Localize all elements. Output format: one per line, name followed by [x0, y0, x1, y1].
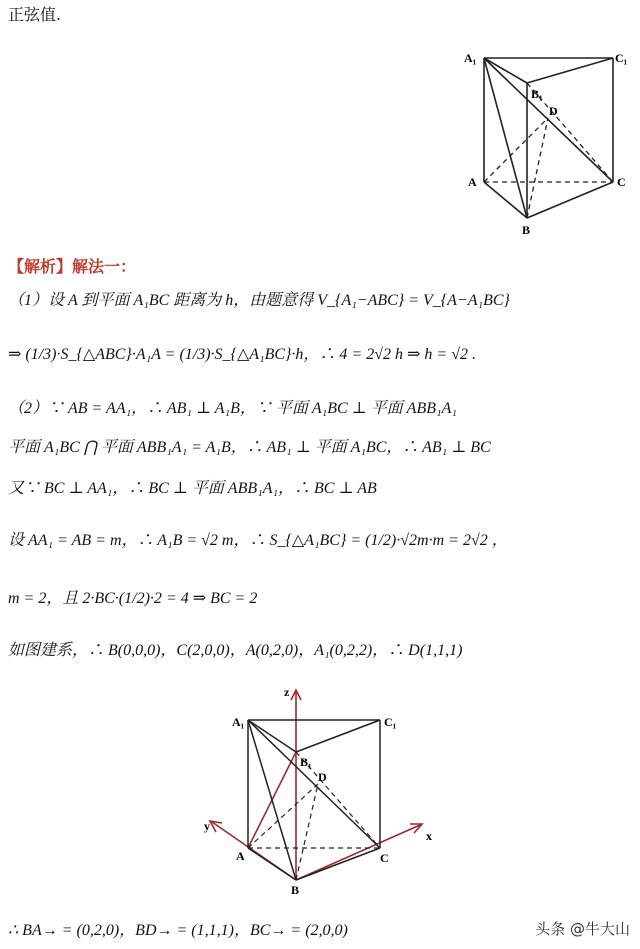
- prism-figure-2: [195, 680, 455, 895]
- solution-line-9: ∴ BA→ = (0,2,0)，BD→ = (1,1,1)，BC→ = (2,0,0): [8, 922, 348, 939]
- fig2-label-a: A: [236, 849, 245, 863]
- solution-line-7: m = 2，且 2·BC·(1/2)·2 = 4 ⇒ BC = 2: [8, 590, 258, 607]
- fig1-label-a: A: [468, 175, 477, 189]
- solution-line-1: （1）设 A 到平面 A₁BC 距离为 h，由题意得 V_{A₁−ABC} = V_{A−A₁BC}: [8, 292, 510, 309]
- solution-line-3: （2）∵ AB = AA₁，∴ AB₁ ⊥ A₁B，∵ 平面 A₁BC ⊥ 平面 ABB₁A₁: [8, 400, 457, 417]
- prism-figure-1: [455, 40, 640, 240]
- fig2-label-c: C: [380, 851, 389, 865]
- fig1-label-d: D: [549, 104, 558, 118]
- intro-text: 正弦值.: [8, 5, 62, 24]
- fig2-label-x: x: [426, 829, 432, 843]
- solution-line-5: 又∵ BC ⊥ AA₁，∴ BC ⊥ 平面 ABB₁A₁，∴ BC ⊥ AB: [8, 480, 377, 497]
- solution-line-2: ⇒ (1/3)·S_{△ABC}·A₁A = (1/3)·S_{△A₁BC}·h，∴ 4 = 2√2 h ⇒ h = √2 .: [8, 346, 476, 363]
- fig1-label-c1: C₁: [615, 51, 628, 65]
- solution-line-4: 平面 A₁BC ⋂ 平面 ABB₁A₁ = A₁B，∴ AB₁ ⊥ 平面 A₁BC，∴ AB₁ ⊥ BC: [8, 439, 491, 456]
- fig2-label-z: z: [284, 685, 290, 699]
- watermark: 头条 @牛大山: [535, 920, 630, 938]
- fig2-label-d: D: [318, 770, 327, 784]
- solution-line-8: 如图建系，∴ B(0,0,0)，C(2,0,0)，A(0,2,0)，A₁(0,2,2)，∴ D(1,1,1): [8, 642, 463, 659]
- fig2-label-y: y: [204, 819, 210, 833]
- fig1-label-c: C: [617, 175, 626, 189]
- solution-line-6: 设 AA₁ = AB = m，∴ A₁B = √2 m，∴ S_{△A₁BC} = (1/2)·√2m·m = 2√2 ，: [8, 532, 508, 549]
- fig2-label-a1: A₁: [232, 715, 245, 729]
- solution-heading: 【解析】解法一：: [8, 257, 137, 276]
- fig1-label-b1: B₁: [531, 87, 543, 101]
- fig1-label-b: B: [522, 223, 531, 237]
- fig2-label-b: B: [291, 883, 300, 895]
- fig2-label-c1: C₁: [384, 715, 397, 729]
- fig2-label-b1: B₁: [300, 755, 312, 769]
- fig1-label-a1: A₁: [464, 51, 477, 65]
